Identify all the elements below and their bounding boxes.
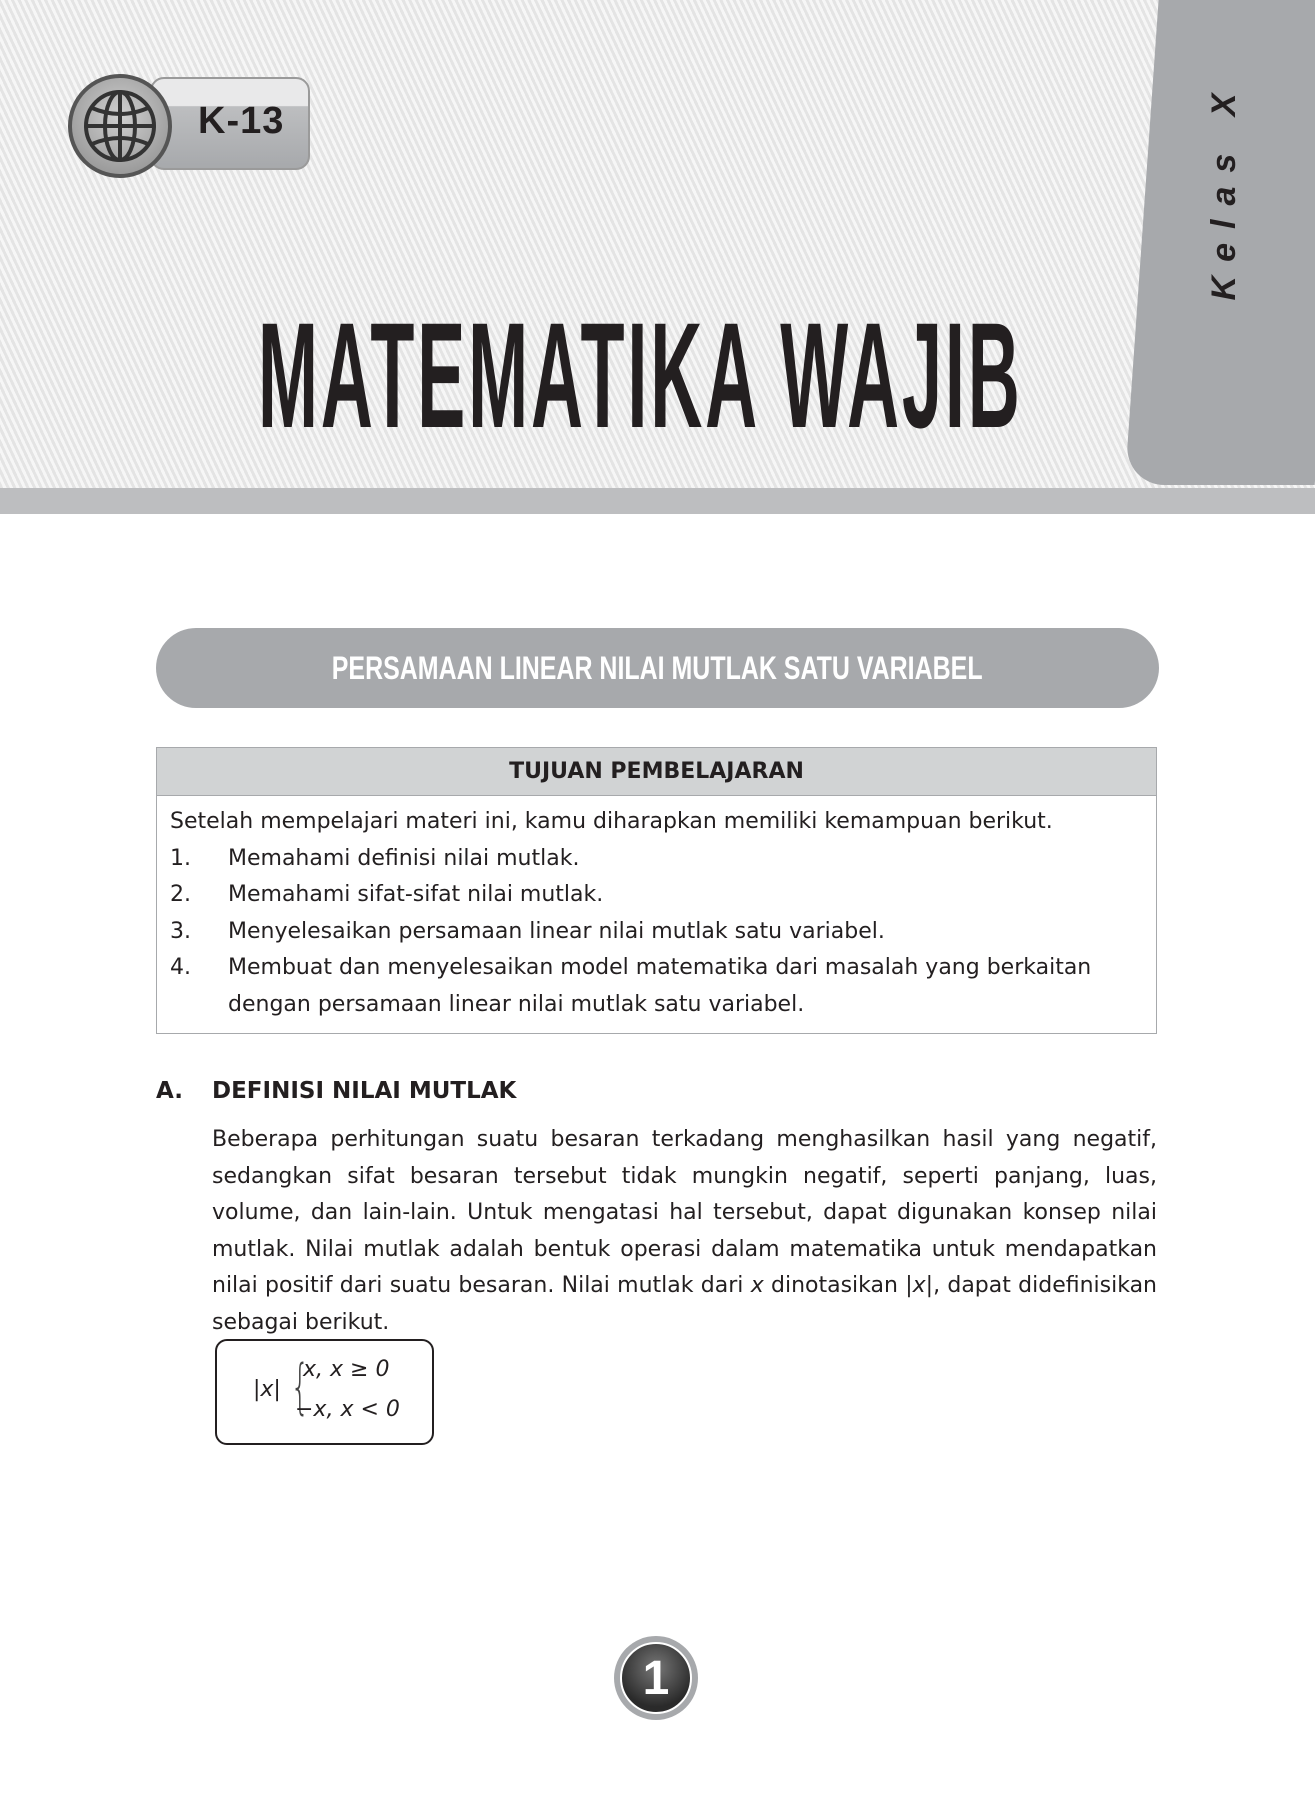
section-heading <box>156 1078 516 1104</box>
item-text: Memahami sifat-sifat nilai mutlak. <box>228 882 604 907</box>
formula-brace: { <box>290 1352 310 1422</box>
item-text: Membuat dan menyelesaikan model matematika dari masalah yang berkaitan dengan persamaan linear nilai mutlak satu variabel. <box>228 955 1092 1017</box>
formula-case-1: x, x ≥ 0 <box>303 1357 390 1382</box>
formula-lhs: |x| <box>253 1377 281 1402</box>
section-title: DEFINISI NILAI MUTLAK <box>212 1078 517 1104</box>
book-title: MATEMATIKA WAJIB <box>258 291 1023 459</box>
item-number: 3. <box>170 918 191 944</box>
learning-goals-heading: TUJUAN PEMBELAJARAN <box>157 748 1156 796</box>
grade-label: Kelas X <box>1205 79 1243 301</box>
globe-icon <box>68 74 172 178</box>
definition-formula-box <box>215 1339 434 1445</box>
math-abs-notation: |x| <box>905 1273 934 1299</box>
paragraph-text: dinotasikan <box>763 1273 906 1299</box>
list-item <box>170 950 1143 1023</box>
curriculum-badge-label: K-13 <box>198 100 285 142</box>
paragraph-text: Beberapa perhitungan suatu besaran terkadang menghasilkan hasil yang negatif, sedangkan sifat besaran tersebut tidak mungkin negatif, seperti panjang, luas, volume, dan lain-lain. Untuk mengatasi hal tersebut, dapat digunakan konsep nilai mutlak. Nilai mutlak adalah bentuk operasi dalam matematika untuk mendapatkan nilai positif dari suatu besaran. Nilai mutlak dari <box>212 1127 1157 1299</box>
paragraph-text: , dapat didefinisikan sebagai berikut. <box>212 1273 1157 1335</box>
page-number: 1 <box>620 1642 692 1714</box>
list-item <box>170 877 1143 914</box>
learning-goals-box <box>156 747 1157 1034</box>
section-paragraph <box>212 1122 1157 1342</box>
math-variable: x <box>750 1273 764 1299</box>
item-number: 2. <box>170 882 191 907</box>
item-number: 1. <box>170 845 191 871</box>
item-text: Memahami definisi nilai mutlak. <box>228 845 580 871</box>
page-number-badge <box>614 1636 698 1720</box>
chapter-title-banner <box>156 628 1159 708</box>
section-number: A. <box>156 1078 183 1104</box>
header-band <box>0 488 1315 514</box>
item-text: Menyelesaikan persamaan linear nilai mutlak satu variabel. <box>228 918 885 944</box>
item-number: 4. <box>170 955 191 980</box>
learning-goals-intro: Setelah mempelajari materi ini, kamu diharapkan memiliki kemampuan berikut. <box>170 809 1053 834</box>
chapter-title: PERSAMAAN LINEAR NILAI MUTLAK SATU VARIABEL <box>332 649 983 686</box>
list-item <box>170 914 1143 951</box>
list-item <box>170 841 1143 878</box>
formula-case-2: −x, x < 0 <box>295 1397 400 1422</box>
